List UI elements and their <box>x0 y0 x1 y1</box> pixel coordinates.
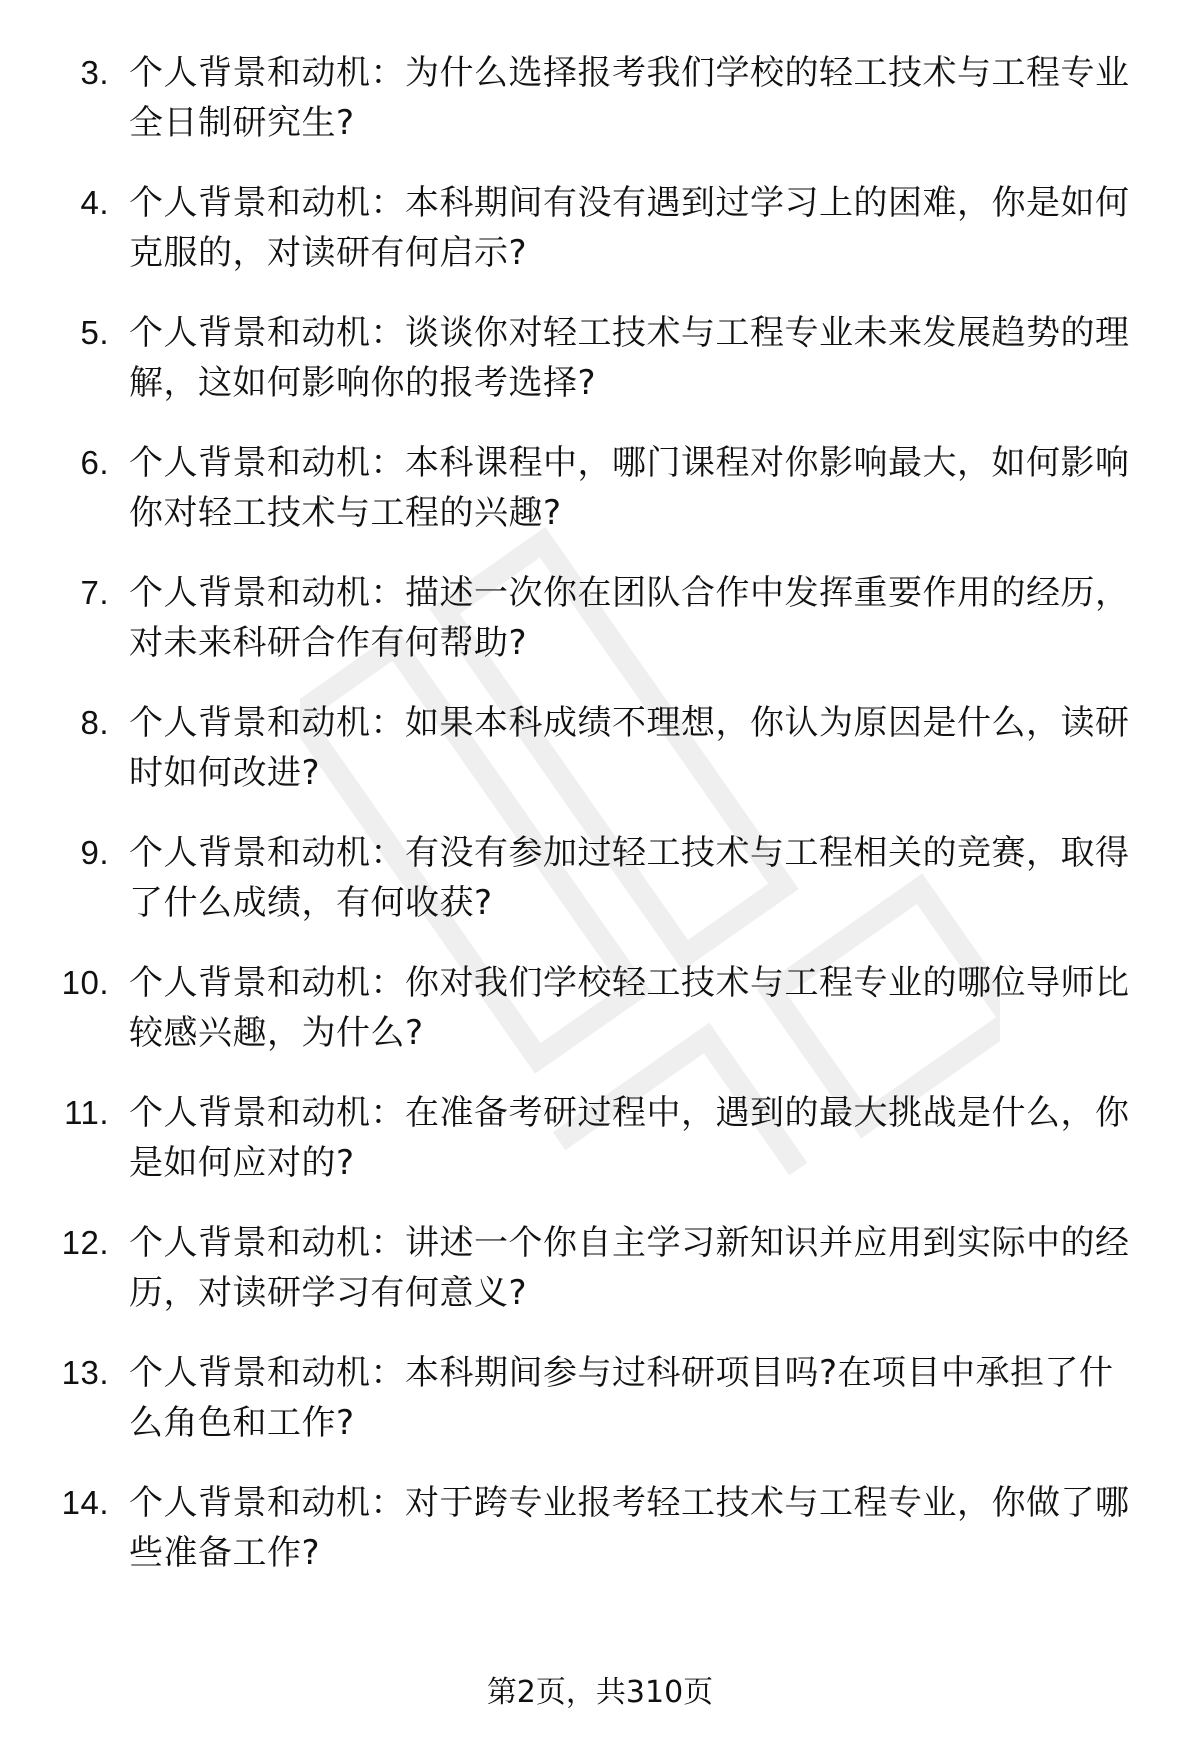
list-item <box>40 48 1140 148</box>
question-text: 个人背景和动机：有没有参加过轻工技术与工程相关的竞赛，取得了什么成绩，有何收获? <box>129 833 1130 923</box>
question-text: 个人背景和动机：本科课程中，哪门课程对你影响最大，如何影响你对轻工技术与工程的兴趣? <box>129 443 1130 533</box>
question-number: 13. <box>61 1354 109 1391</box>
question-number: 10. <box>61 964 109 1001</box>
list-item <box>40 1478 1140 1578</box>
question-number: 3. <box>80 54 109 91</box>
question-text: 个人背景和动机：讲述一个你自主学习新知识并应用到实际中的经历，对读研学习有何意义? <box>129 1223 1130 1313</box>
question-number: 11. <box>64 1094 109 1131</box>
question-list <box>40 48 1140 1608</box>
list-item <box>40 568 1140 668</box>
list-item <box>40 1218 1140 1318</box>
list-item <box>40 958 1140 1058</box>
question-text: 个人背景和动机：本科期间有没有遇到过学习上的困难，你是如何克服的，对读研有何启示? <box>129 183 1130 273</box>
question-text: 个人背景和动机：你对我们学校轻工技术与工程专业的哪位导师比较感兴趣，为什么? <box>129 963 1130 1053</box>
question-number: 6. <box>80 444 109 481</box>
page-footer: 第2页，共310页 <box>486 1675 714 1710</box>
question-number: 14. <box>61 1484 109 1521</box>
question-number: 5. <box>80 314 109 351</box>
question-text: 个人背景和动机：本科期间参与过科研项目吗?在项目中承担了什么角色和工作? <box>129 1353 1114 1443</box>
list-item <box>40 178 1140 278</box>
question-number: 4. <box>80 184 109 221</box>
question-text: 个人背景和动机：谈谈你对轻工技术与工程专业未来发展趋势的理解，这如何影响你的报考选择? <box>129 313 1130 403</box>
list-item <box>40 1348 1140 1448</box>
list-item <box>40 698 1140 798</box>
question-number: 9. <box>80 834 109 871</box>
list-item <box>40 308 1140 408</box>
list-item <box>40 438 1140 538</box>
question-number: 7. <box>80 574 109 611</box>
question-text: 个人背景和动机：描述一次你在团队合作中发挥重要作用的经历，对未来科研合作有何帮助? <box>129 573 1130 663</box>
question-number: 8. <box>80 704 109 741</box>
question-text: 个人背景和动机：为什么选择报考我们学校的轻工技术与工程专业全日制研究生? <box>129 53 1130 143</box>
question-text: 个人背景和动机：对于跨专业报考轻工技术与工程专业，你做了哪些准备工作? <box>129 1483 1130 1573</box>
question-text: 个人背景和动机：在准备考研过程中，遇到的最大挑战是什么，你是如何应对的? <box>129 1093 1130 1183</box>
question-text: 个人背景和动机：如果本科成绩不理想，你认为原因是什么，读研时如何改进? <box>129 703 1130 793</box>
list-item <box>40 1088 1140 1188</box>
question-number: 12. <box>61 1224 109 1261</box>
list-item <box>40 828 1140 928</box>
